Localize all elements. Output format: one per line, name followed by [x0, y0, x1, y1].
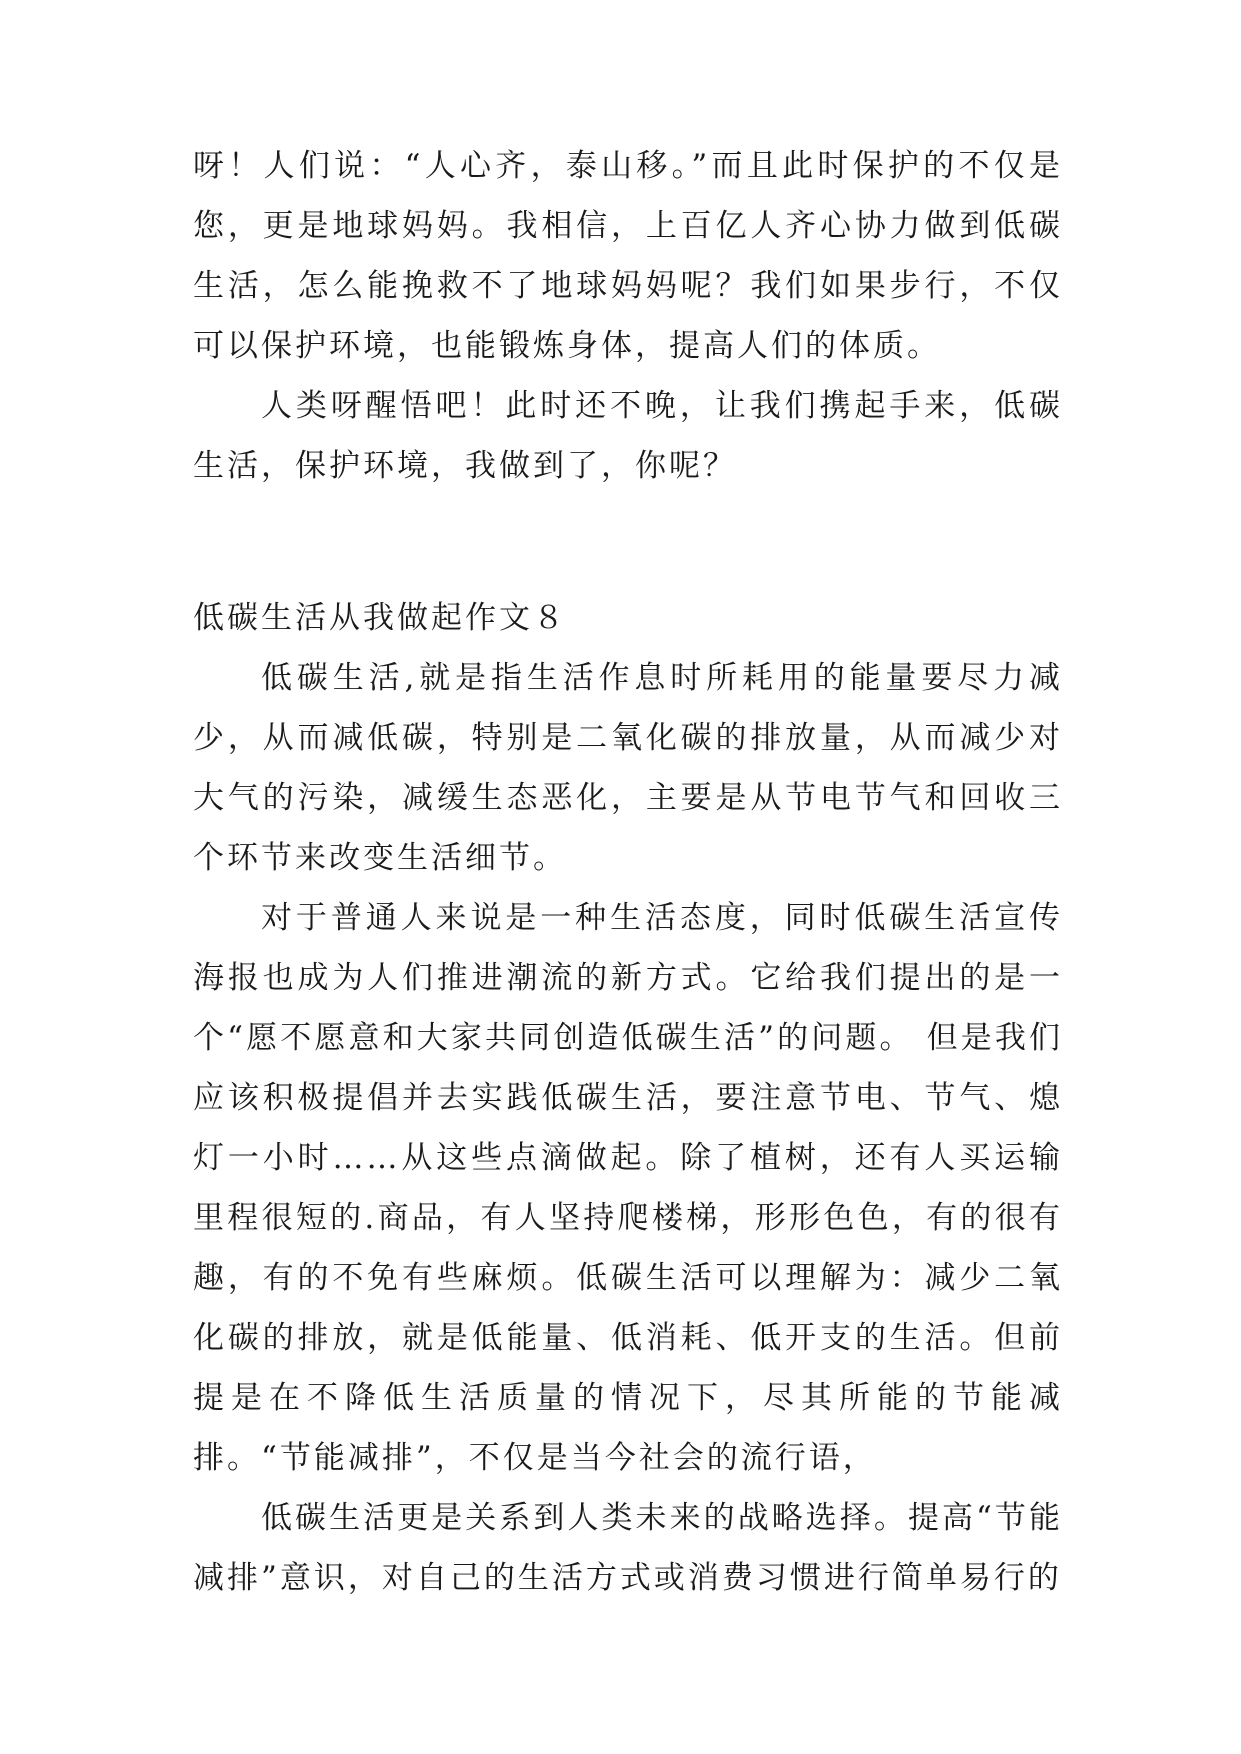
paragraph-definition: 低碳生活,就是指生活作息时所耗用的能量要尽力减少，从而减低碳，特别是二氧化碳的排放量，从而减少对大气的污染，减缓生态恶化，主要是从节电节气和回收三个环节来改变生活细节。 — [193, 660, 1063, 876]
paragraph-attitude: 对于普通人来说是一种生活态度，同时低碳生活宣传海报也成为人们推进潮流的新方式。它给我们提出的是一个“愿不愿意和大家共同创造低碳生活”的问题。 但是我们应该积极提倡并去实践低碳生活，要注意节电、节气、熄灯一小时……从这些点滴做起。除了植树，还有人买运输里程很短的.商品，有人坚持爬楼梯，形形色色，有的很有趣，有的不免有些麻烦。低碳生活可以理解为：减少二氧化碳的排放，就是低能量、低消耗、低开支的生活。但前提是在不降低生活质量的情况下，尽其所能的节能减排。“节能减排”，不仅是当今社会的流行语， — [193, 900, 1063, 1476]
paragraph-strategy: 低碳生活更是关系到人类未来的战略选择。提高“节能减排”意识，对自己的生活方式或消费习惯进行简单易行的 — [193, 1500, 1063, 1596]
paragraph-conclusion: 人类呀醒悟吧！此时还不晚，让我们携起手来，低碳生活，保护环境，我做到了，你呢？ — [193, 388, 1063, 484]
paragraph-continuation: 呀！人们说：“人心齐，泰山移。”而且此时保护的不仅是您，更是地球妈妈。我相信，上百亿人齐心协力做到低碳生活，怎么能挽救不了地球妈妈呢？我们如果步行，不仅可以保护环境，也能锻炼身体，提高人们的体质。 — [193, 148, 1063, 364]
section-title: 低碳生活从我做起作文８ — [193, 600, 567, 636]
document-page — [193, 136, 1063, 1608]
